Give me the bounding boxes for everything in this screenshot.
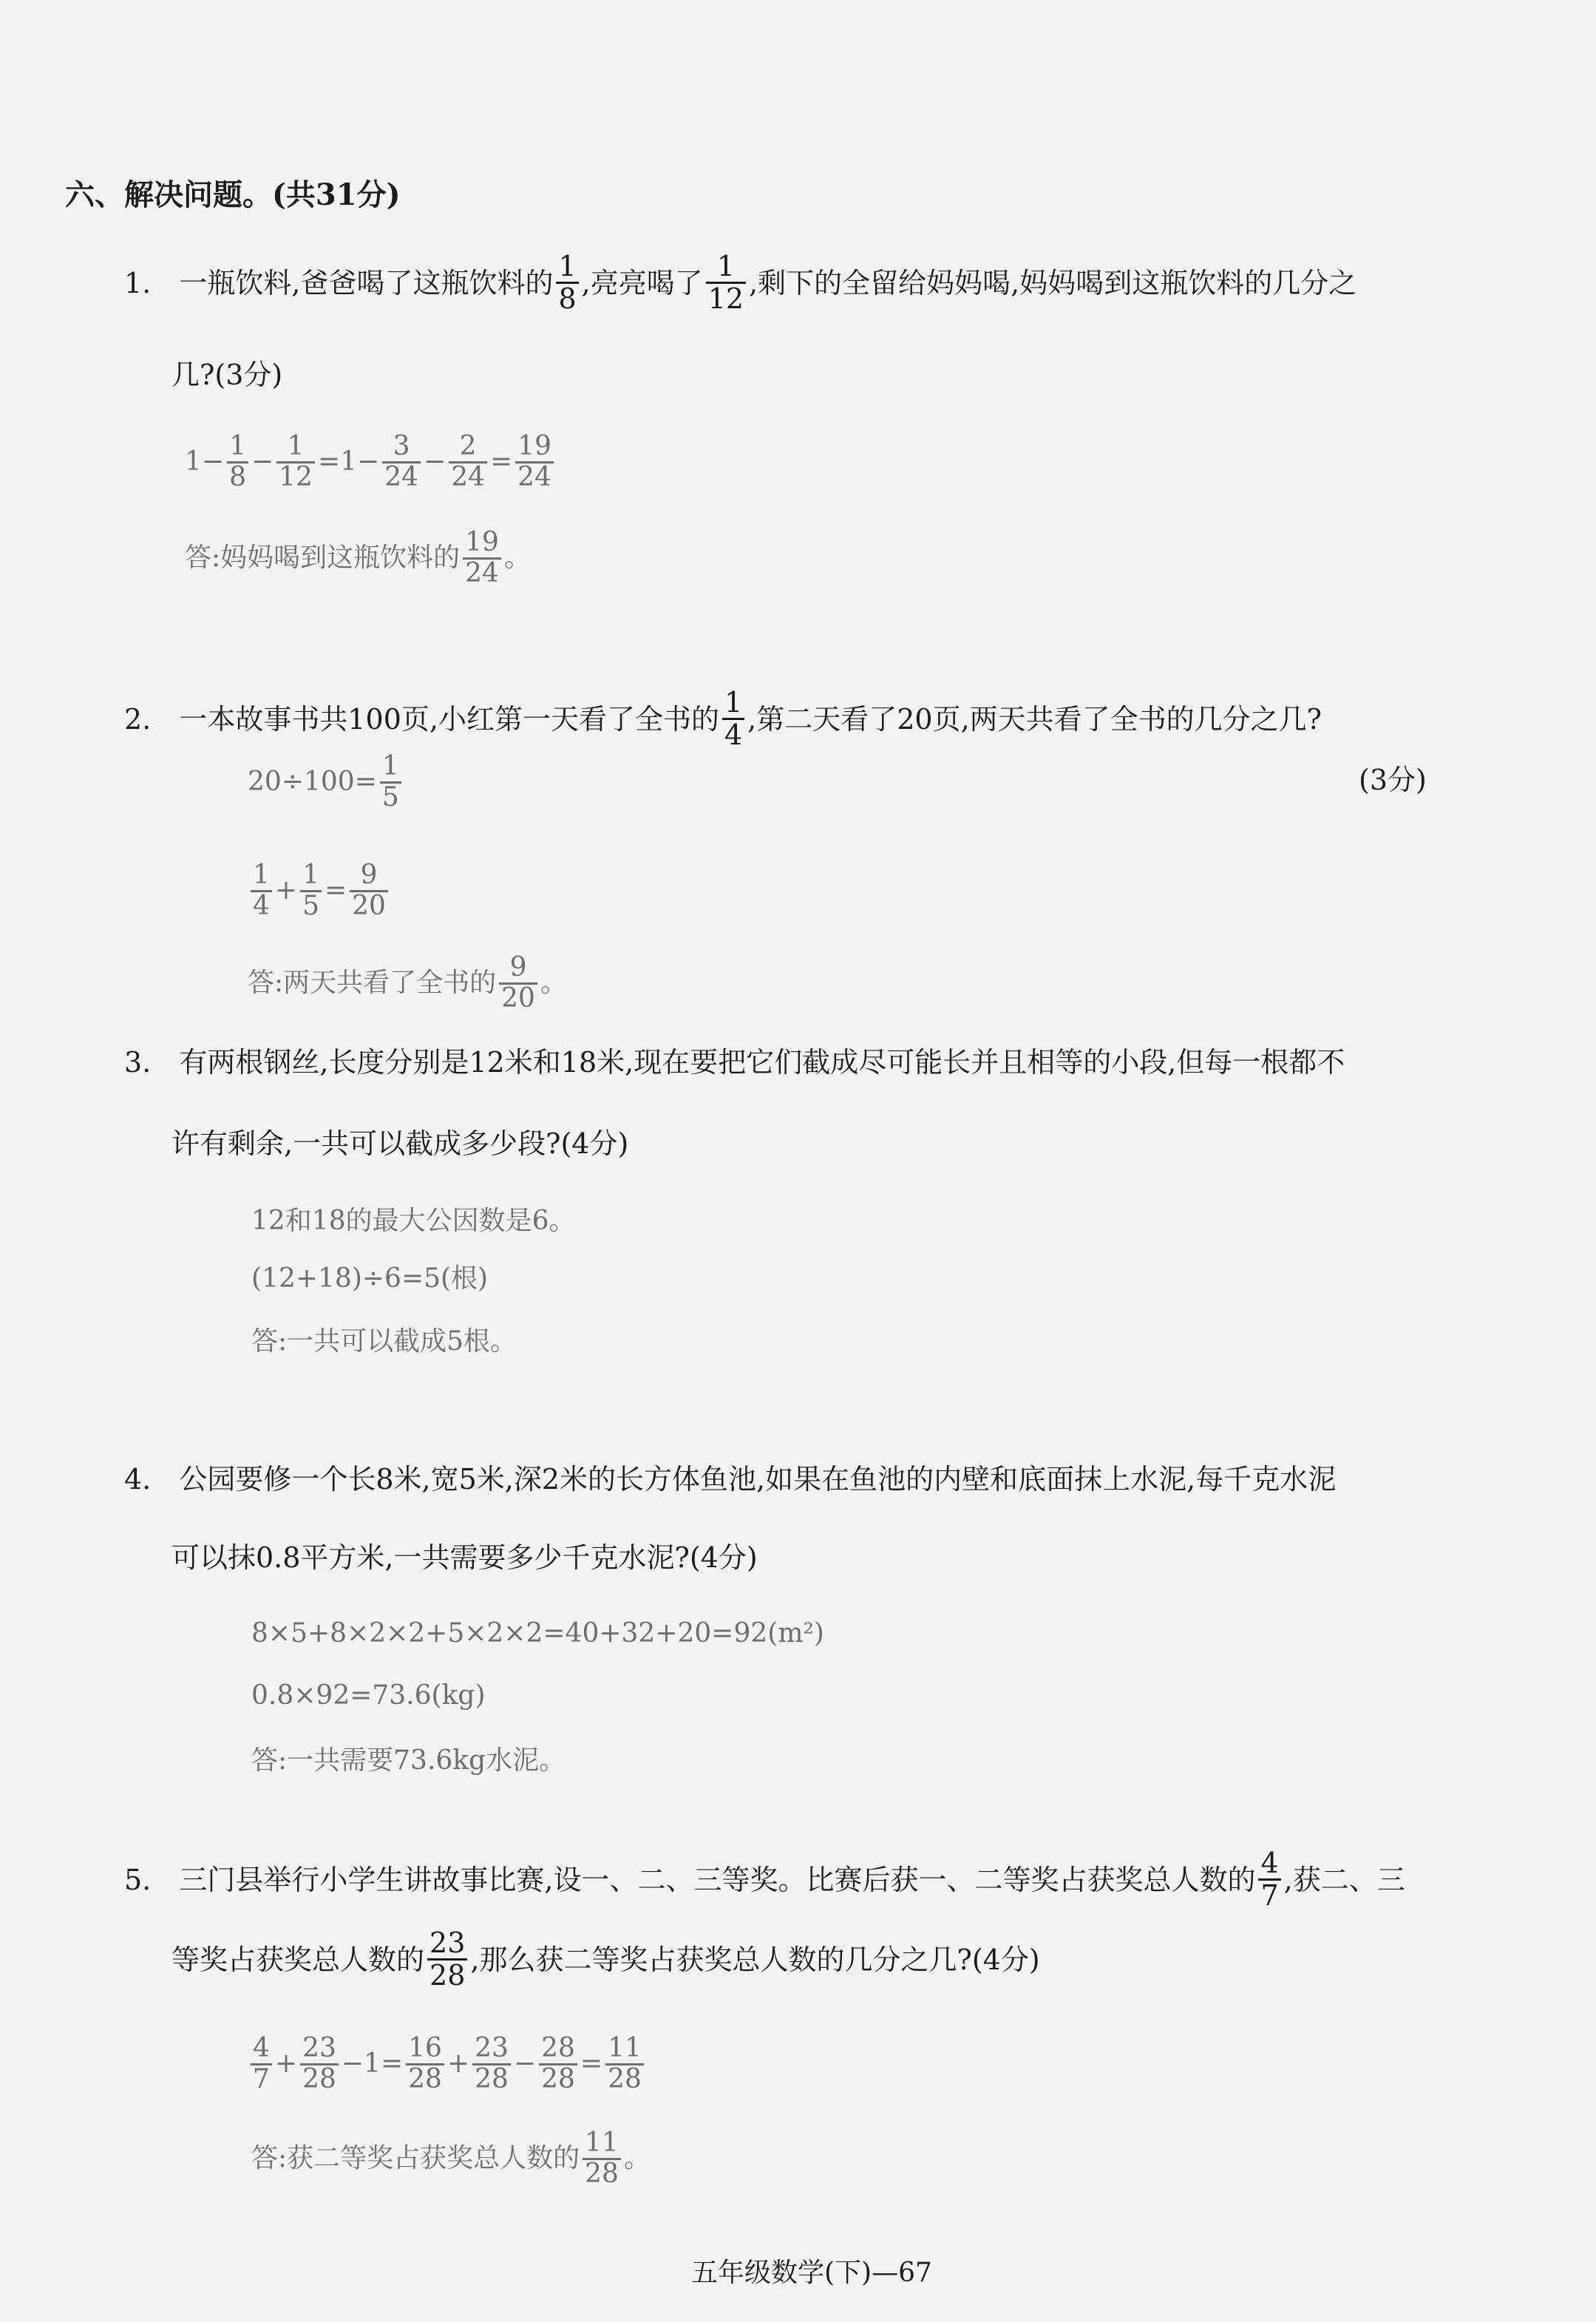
q4-answer-line-2: 0.8×92=73.6(kg)	[251, 1680, 486, 1711]
q2-points: (3分)	[1359, 764, 1427, 796]
q5-calculation: $\frac{4}{7}$ + $\frac{23}{28}$ −1= $\frac{16}{28}$ + $\frac{23}{28}$ − $\frac{28}{28}$ = $\frac{11}{28}$	[248, 2034, 647, 2094]
fraction: $\frac{1}{8}$	[556, 251, 578, 314]
question-text: ,亮亮喝了	[581, 266, 703, 299]
question-text: 一本故事书共100页,小红第一天看了全书的	[179, 702, 719, 736]
q3-answer-line-3: 答:一共可以截成5根。	[251, 1326, 517, 1357]
question-5-line-2: 等奖占获奖总人数的 $\frac{23}{28}$ ,那么获二等奖占获奖总人数的几分之几?(4分)	[172, 1926, 1040, 1992]
question-4-line-1	[124, 1463, 1337, 1496]
question-text: 三门县举行小学生讲故事比赛,设一、二、三等奖。比赛后获一、二等奖占获奖总人数的	[179, 1863, 1256, 1896]
question-text: ,剩下的全留给妈妈喝,妈妈喝到这瓶饮料的几分之	[749, 266, 1357, 299]
question-number: 1.	[124, 266, 152, 299]
q4-answer-line-3: 答:一共需要73.6kg水泥。	[251, 1745, 566, 1776]
question-number: 3.	[124, 1046, 152, 1079]
question-text: ,获二、三	[1283, 1863, 1405, 1896]
question-text: 一瓶饮料,爸爸喝了这瓶饮料的	[179, 266, 554, 299]
section-title: 六、解决问题。(共31分)	[65, 177, 401, 212]
q2-answer: 答:两天共看了全书的 $\frac{9}{20}$ 。	[248, 952, 567, 1014]
fraction: $\frac{1}{12}$	[706, 251, 746, 314]
q1-answer: 答:妈妈喝到这瓶饮料的 $\frac{19}{24}$ 。	[185, 527, 531, 588]
question-3-line-2: 许有剩余,一共可以截成多少段?(4分)	[172, 1127, 629, 1160]
q3-answer-line-2: (12+18)÷6=5(根)	[251, 1263, 489, 1294]
question-text: 公园要修一个长8米,宽5米,深2米的长方体鱼池,如果在鱼池的内壁和底面抹上水泥,每千克水泥	[179, 1463, 1337, 1496]
question-number: 4.	[124, 1463, 152, 1496]
q5-answer: 答:获二等奖占获奖总人数的 $\frac{11}{28}$ 。	[251, 2128, 651, 2189]
question-number: 2.	[124, 702, 152, 736]
q2-calculation-1: 20÷100= $\frac{1}{5}$	[248, 753, 404, 812]
question-1-line-1	[124, 251, 1356, 314]
page-footer: 五年级数学(下)—67	[691, 2258, 932, 2288]
question-text: 有两根钢丝,长度分别是12米和18米,现在要把它们截成尽可能长并且相等的小段,但每一根都不	[179, 1046, 1345, 1079]
question-5-line-1	[124, 1848, 1405, 1911]
question-4-line-2: 可以抹0.8平方米,一共需要多少千克水泥?(4分)	[172, 1541, 758, 1574]
q4-answer-line-1: 8×5+8×2×2+5×2×2=40+32+20=92(m²)	[251, 1618, 824, 1649]
question-1-line-2: 几?(3分)	[172, 359, 283, 391]
fraction: $\frac{1}{4}$	[722, 688, 744, 750]
question-2-line-1	[124, 688, 1322, 750]
q3-answer-line-1: 12和18的最大公因数是6。	[251, 1206, 576, 1236]
q2-calculation-2: $\frac{1}{4}$ + $\frac{1}{5}$ = $\frac{9}{20}$	[248, 861, 391, 921]
fraction: $\frac{23}{28}$	[427, 1928, 467, 1991]
question-number: 5.	[124, 1863, 152, 1896]
fraction: $\frac{4}{7}$	[1258, 1848, 1280, 1911]
question-3-line-1	[124, 1046, 1345, 1079]
q1-calculation: 1− $\frac{1}{8}$ − $\frac{1}{12}$ =1− $\frac{3}{24}$ − $\frac{2}{24}$ = $\frac{19}{24}$	[185, 432, 557, 492]
question-text: ,第二天看了20页,两天共看了全书的几分之几?	[747, 702, 1322, 736]
